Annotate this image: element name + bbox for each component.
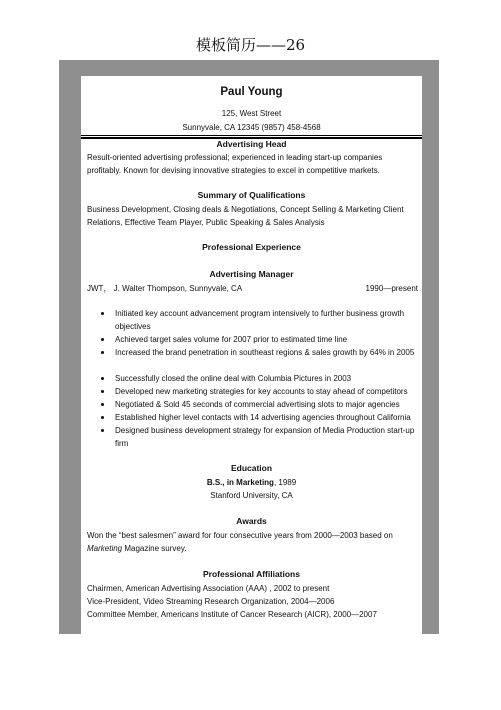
bullet-icon bbox=[101, 390, 104, 393]
header-rule-thin bbox=[81, 135, 422, 136]
list-item: Successfully closed the online deal with Columbia Pictures in 2003 bbox=[115, 372, 415, 385]
list-item: Achieved target sales volume for 2007 prior to estimated time line bbox=[115, 333, 415, 346]
list-item: Committee Member, Americans Institute of Cancer Research (AICR), 2000—2007 bbox=[87, 610, 377, 619]
experience-heading: Professional Experience bbox=[202, 242, 301, 252]
list-item: Established higher level contacts with 14 advertising agencies throughout California bbox=[115, 411, 415, 424]
list-item: Chairmen, American Advertising Association (AAA) , 2002 to present bbox=[87, 584, 330, 593]
school: Stanford University, CA bbox=[210, 491, 293, 500]
bullet-icon bbox=[101, 416, 104, 419]
job-title: Advertising Manager bbox=[209, 269, 294, 279]
magazine-name: Marketing bbox=[87, 544, 123, 553]
resume-page bbox=[81, 76, 422, 634]
address-line-1: 125, West Street bbox=[221, 109, 282, 118]
address-line-2: Sunnyvale, CA 12345 (9857) 458-4568 bbox=[182, 123, 321, 132]
bullet-icon bbox=[101, 377, 104, 380]
position-title: Advertising Head bbox=[216, 139, 287, 149]
list-item: Negotiated & Sold 45 seconds of commercial advertising slots to major agencies bbox=[115, 398, 415, 411]
awards-text: Won the “best salesmen” award for four consecutive years from 2000—2003 based on Marketing Magazine survey. bbox=[87, 531, 393, 553]
list-item: Designed business development strategy for expansion of Media Production start-up firm bbox=[115, 424, 415, 450]
bullet-icon bbox=[101, 338, 104, 341]
qualifications-heading: Summary of Qualifications bbox=[197, 190, 306, 200]
affiliations-heading: Professional Affiliations bbox=[203, 569, 300, 579]
candidate-name: Paul Young bbox=[220, 86, 283, 98]
degree: B.S., in Marketing bbox=[206, 478, 274, 487]
list-item: Increased the brand penetration in southeast regions & sales growth by 64% in 2005 bbox=[115, 346, 415, 359]
list-item: Initiated key account advancement program intensively to further business growth objectives bbox=[115, 307, 415, 333]
summary-text: Result-oriented advertising professional; experienced in leading start-up companies profitably. Known for devising innovative strategies to excel in competitive markets. bbox=[87, 153, 383, 175]
list-item: Developed new marketing strategies for key accounts to stay ahead of competitors bbox=[115, 385, 415, 398]
document-title: 模板简历——26 bbox=[195, 36, 306, 54]
list-item: Vice-President, Video Streaming Research Organization, 2004—2006 bbox=[87, 597, 335, 606]
employment-dates: 1990—present bbox=[365, 284, 418, 293]
bullet-icon bbox=[101, 351, 104, 354]
employer: JWT， J. Walter Thompson, Sunnyvale, CA bbox=[87, 284, 243, 293]
awards-heading: Awards bbox=[236, 516, 267, 526]
bullet-icon bbox=[101, 429, 104, 432]
qualifications-text: Business Development, Closing deals & Negotiations, Concept Selling & Marketing Client Relations, Effective Team Player, Public Speaking & Sales Analysis bbox=[87, 205, 404, 227]
degree-year: , 1989 bbox=[273, 478, 297, 487]
degree-line bbox=[81, 476, 422, 489]
bullet-icon bbox=[101, 403, 104, 406]
education-heading: Education bbox=[230, 463, 273, 473]
bullet-icon bbox=[101, 312, 104, 315]
